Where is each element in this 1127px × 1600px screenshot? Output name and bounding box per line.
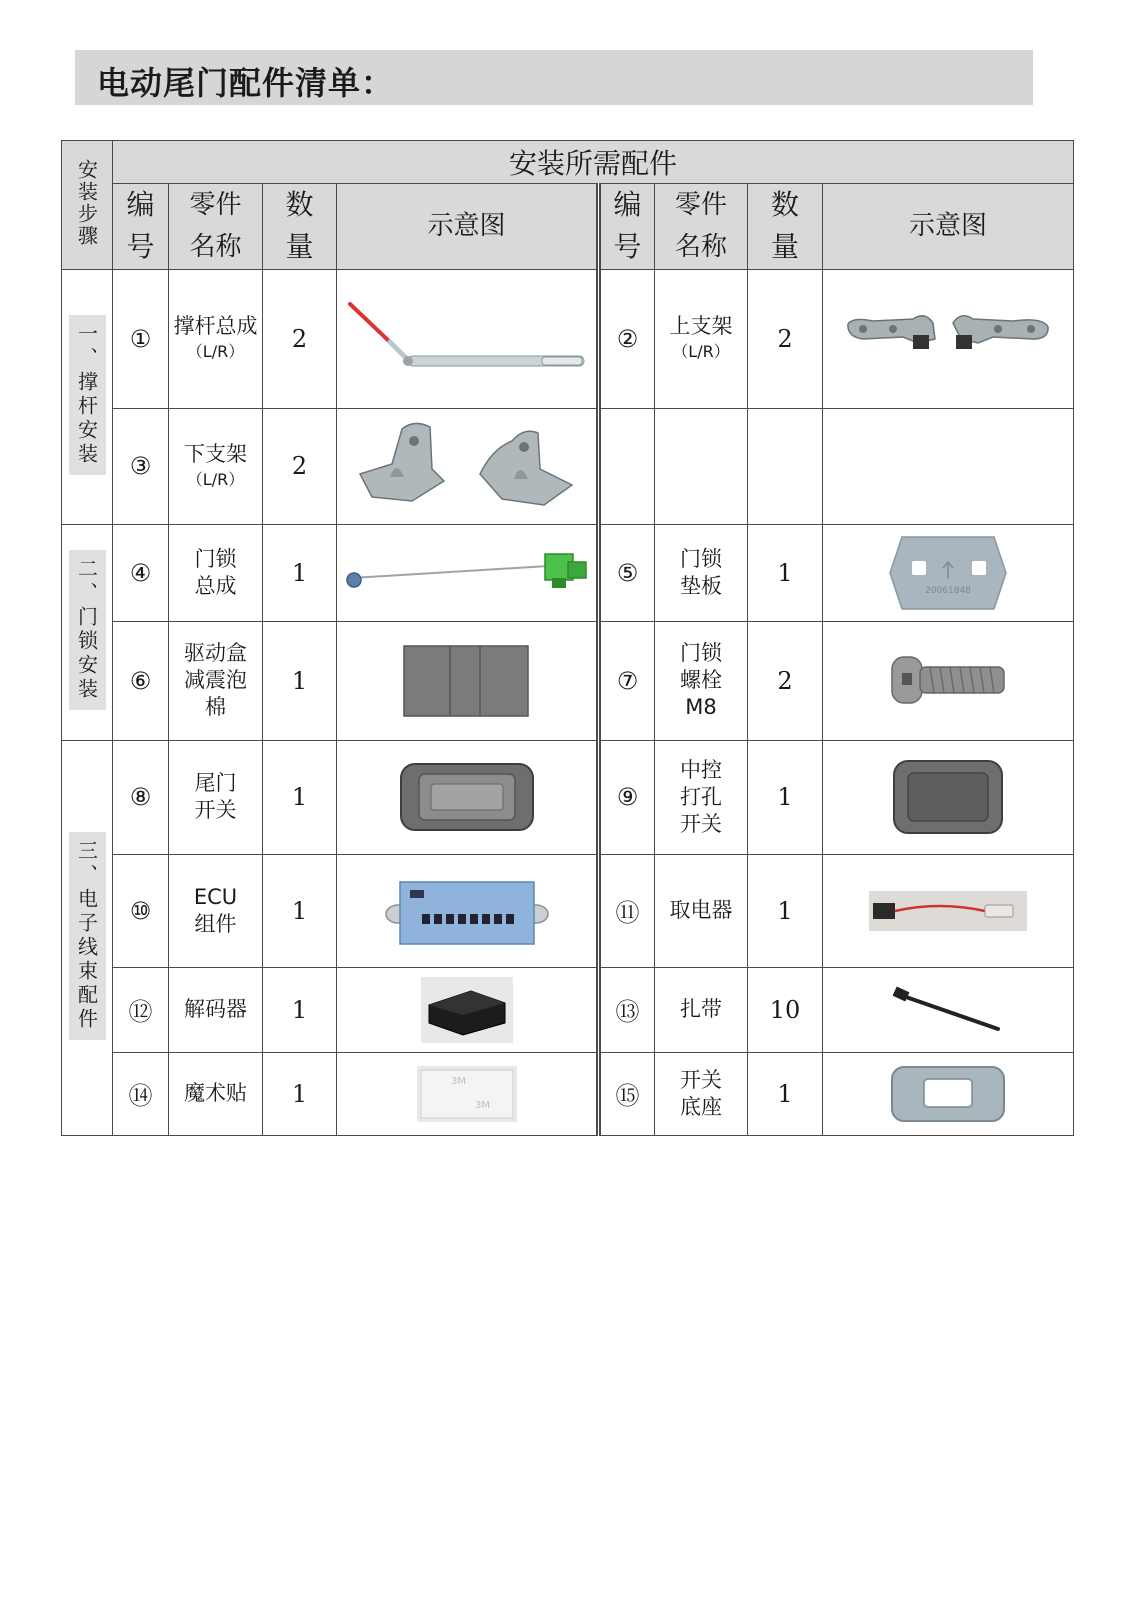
table-row — [62, 1052, 1074, 1135]
part-number-empty — [599, 409, 655, 524]
plate-label: 20061848 — [925, 585, 971, 596]
part-number: ⑨ — [599, 741, 655, 854]
part-number: ⑩ — [113, 854, 169, 967]
part-name: 开关底座 — [655, 1052, 748, 1135]
parts-table — [61, 140, 1074, 1136]
part-name: 门锁总成 — [169, 524, 263, 621]
part-quantity: 1 — [263, 621, 337, 740]
part-quantity: 10 — [748, 967, 823, 1052]
table-row — [62, 269, 1074, 409]
part-diagram-empty — [823, 409, 1074, 524]
part-quantity: 1 — [263, 1052, 337, 1135]
col-header-diagram: 示意图 — [337, 183, 599, 269]
part-name: 取电器 — [655, 854, 748, 967]
part-quantity: 2 — [263, 269, 337, 409]
part-number: ⑮ — [599, 1052, 655, 1135]
part-name: 中控打孔开关 — [655, 741, 748, 854]
part-name: 魔术贴 — [169, 1052, 263, 1135]
step-header-cell — [62, 141, 113, 270]
col-header-diagram-right: 示意图 — [823, 183, 1074, 269]
part-name: 驱动盒减震泡棉 — [169, 621, 263, 740]
part-number: ⑭ — [113, 1052, 169, 1135]
step-cell-2 — [62, 524, 113, 741]
part-name: 下支架 （L/R） — [169, 409, 263, 524]
step-cell-3 — [62, 741, 113, 1136]
part-diagram — [337, 409, 599, 524]
part-quantity: 1 — [263, 854, 337, 967]
part-diagram — [337, 524, 599, 621]
step-label: 一、撑杆安装 — [69, 315, 106, 475]
part-quantity: 1 — [263, 967, 337, 1052]
part-quantity: 2 — [748, 269, 823, 409]
col-header-name-right: 零件 名称 — [655, 183, 748, 269]
part-quantity: 1 — [748, 854, 823, 967]
part-diagram — [823, 741, 1074, 854]
title-bar — [75, 50, 1033, 105]
table-row — [62, 621, 1074, 740]
tailgate-switch-icon — [399, 760, 535, 834]
part-quantity: 1 — [263, 524, 337, 621]
table-row — [62, 854, 1074, 967]
part-number: ⑥ — [113, 621, 169, 740]
table-row — [62, 524, 1074, 621]
foam-pad-icon — [402, 644, 532, 718]
tape-logo: 3M — [450, 1075, 466, 1087]
part-diagram — [823, 524, 1074, 621]
part-name: 尾门开关 — [169, 741, 263, 854]
part-quantity: 2 — [748, 621, 823, 740]
part-number: ⑧ — [113, 741, 169, 854]
col-header-num: 编 号 — [113, 183, 169, 269]
part-number: ⑪ — [599, 854, 655, 967]
bolt-icon — [888, 651, 1008, 711]
cable-tie-icon — [888, 985, 1008, 1035]
col-header-qty-right: 数 量 — [748, 183, 823, 269]
part-name: 门锁垫板 — [655, 524, 748, 621]
console-switch-icon — [892, 757, 1004, 837]
decoder-icon — [421, 977, 513, 1043]
part-diagram — [337, 621, 599, 740]
table-row — [62, 741, 1074, 854]
part-quantity: 1 — [748, 524, 823, 621]
col-header-num-right: 编 号 — [599, 183, 655, 269]
part-quantity-empty — [748, 409, 823, 524]
part-name-empty — [655, 409, 748, 524]
ecu-module-icon — [384, 874, 550, 948]
strut-assembly-icon — [342, 294, 592, 384]
part-diagram — [337, 269, 599, 409]
step-cell-1 — [62, 269, 113, 524]
part-name: 解码器 — [169, 967, 263, 1052]
table-row — [62, 409, 1074, 524]
part-number: ④ — [113, 524, 169, 621]
lower-bracket-icon — [352, 419, 582, 514]
col-header-qty: 数 量 — [263, 183, 337, 269]
part-number: ③ — [113, 409, 169, 524]
part-quantity: 1 — [748, 741, 823, 854]
part-diagram — [823, 967, 1074, 1052]
step-label: 三、电子线束配件 — [69, 832, 106, 1040]
part-quantity: 2 — [263, 409, 337, 524]
part-name: 扎带 — [655, 967, 748, 1052]
part-number: ⑤ — [599, 524, 655, 621]
page-title: 电动尾门配件清单： — [97, 64, 395, 102]
velcro-tape-icon — [417, 1066, 517, 1122]
part-diagram — [823, 269, 1074, 409]
part-diagram — [337, 741, 599, 854]
part-quantity: 1 — [748, 1052, 823, 1135]
part-diagram — [823, 621, 1074, 740]
part-diagram — [823, 1052, 1074, 1135]
main-header: 安装所需配件 — [113, 141, 1074, 184]
part-number: ⑬ — [599, 967, 655, 1052]
part-number: ② — [599, 269, 655, 409]
step-header: 安装步骤 — [74, 158, 99, 247]
part-diagram — [823, 854, 1074, 967]
fuse-tap-icon — [869, 891, 1027, 931]
part-diagram — [337, 854, 599, 967]
part-name: 门锁螺栓M8 — [655, 621, 748, 740]
part-diagram — [337, 1052, 599, 1135]
door-lock-assembly-icon — [340, 548, 594, 598]
part-number: ① — [113, 269, 169, 409]
step-label: 二、门锁安装 — [69, 550, 106, 710]
part-number: ⑫ — [113, 967, 169, 1052]
part-number: ⑦ — [599, 621, 655, 740]
upper-bracket-icon — [843, 309, 1053, 369]
part-name: 撑杆总成 （L/R） — [169, 269, 263, 409]
col-header-name: 零件 名称 — [169, 183, 263, 269]
part-name: ECU组件 — [169, 854, 263, 967]
part-quantity: 1 — [263, 741, 337, 854]
lock-pad-plate-icon — [888, 533, 1008, 613]
switch-base-icon — [890, 1063, 1006, 1125]
part-name: 上支架 （L/R） — [655, 269, 748, 409]
table-row — [62, 967, 1074, 1052]
part-diagram — [337, 967, 599, 1052]
tape-logo: 3M — [474, 1099, 490, 1111]
